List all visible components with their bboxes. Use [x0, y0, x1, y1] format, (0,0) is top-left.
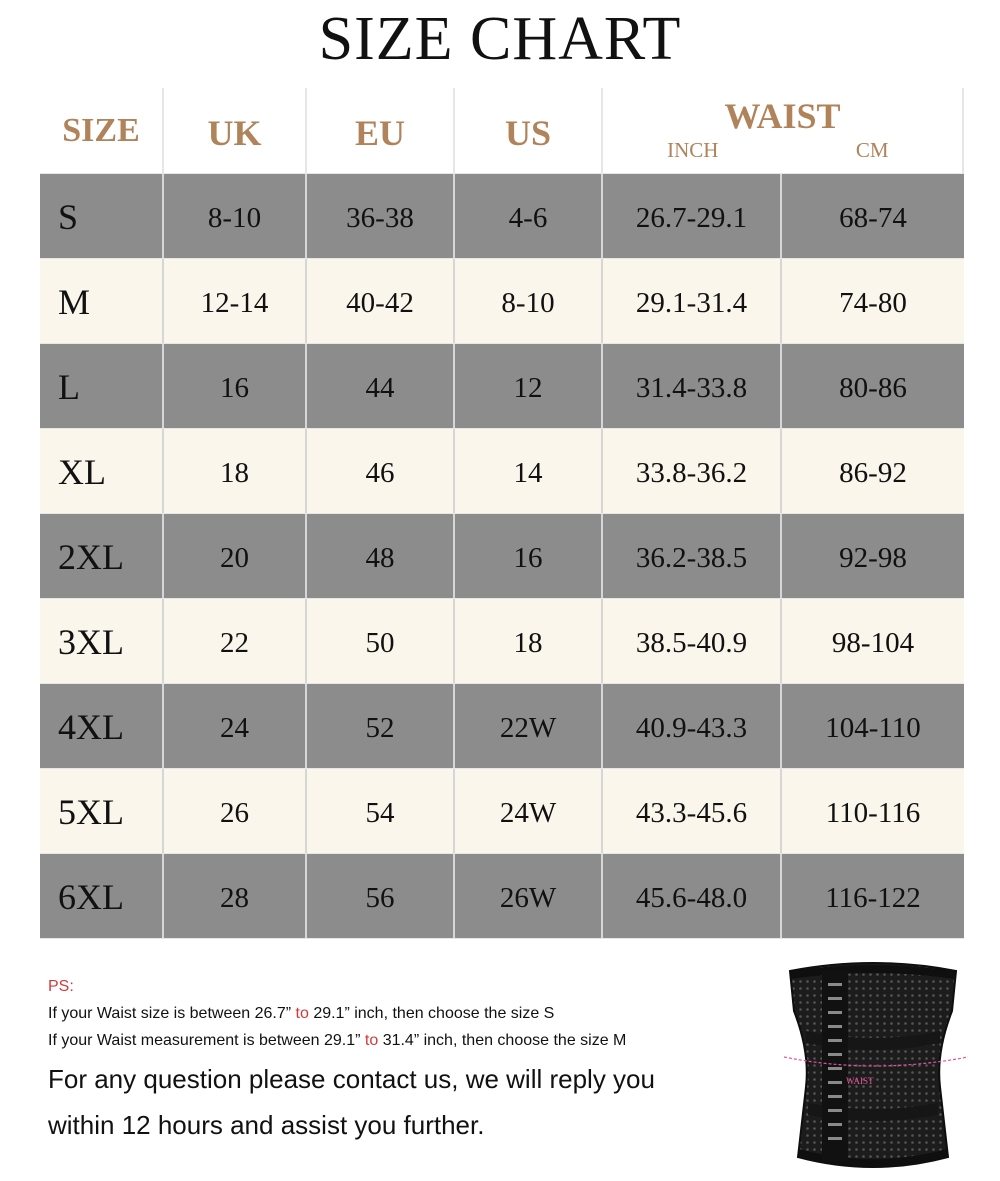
note-s-start: If your Waist size is between 26.7”: [48, 1005, 292, 1022]
header-cm: CM: [855, 138, 889, 162]
header-us: US: [455, 88, 603, 173]
cell-uk: 22: [164, 599, 307, 683]
cell-cm: 104-110: [825, 711, 921, 744]
cell-size: 5XL: [40, 769, 164, 853]
cell-us: 24W: [455, 769, 603, 853]
table-row: [40, 514, 964, 599]
note-m-start: If your Waist measurement is between 29.1”: [48, 1032, 361, 1049]
header-eu: EU: [307, 88, 455, 173]
contact-text: [48, 1056, 748, 1148]
cell-eu: 46: [307, 429, 455, 513]
cell-uk: 18: [164, 429, 307, 513]
note-size-m: [48, 1032, 748, 1050]
header-uk: UK: [164, 88, 307, 173]
cell-uk: 24: [164, 684, 307, 768]
cell-inch: 31.4-33.8: [603, 344, 782, 428]
cell-eu: 44: [307, 344, 455, 428]
table-row: [40, 344, 964, 429]
size-notes: [48, 978, 748, 1148]
table-row: [40, 599, 964, 684]
cell-cm: 80-86: [839, 371, 907, 404]
cell-inch: 43.3-45.6: [603, 769, 782, 853]
note-s-end: 29.1” inch, then choose the size S: [313, 1005, 555, 1022]
cell-us: 26W: [455, 854, 603, 938]
waist-trainer-icon: [762, 957, 984, 1175]
cell-eu: 54: [307, 769, 455, 853]
cell-inch: 29.1-31.4: [603, 259, 782, 343]
table-row: [40, 854, 964, 939]
cell-inch: 33.8-36.2: [603, 429, 782, 513]
table-row: [40, 174, 964, 259]
note-s-to: to: [295, 1005, 309, 1022]
cell-eu: 52: [307, 684, 455, 768]
cell-cm: 116-122: [825, 881, 921, 914]
header-inch: INCH: [667, 138, 719, 162]
cell-size: XL: [40, 429, 164, 513]
waist-label: WAIST: [846, 1076, 874, 1086]
cell-eu: 56: [307, 854, 455, 938]
header-waist: [603, 88, 964, 173]
cell-cm: 92-98: [839, 541, 907, 574]
cell-us: 8-10: [455, 259, 603, 343]
cell-inch: 40.9-43.3: [603, 684, 782, 768]
ps-label: PS:: [48, 978, 74, 995]
header-size: SIZE: [40, 88, 164, 173]
table-row: [40, 259, 964, 344]
cell-uk: 26: [164, 769, 307, 853]
note-m-to: to: [364, 1032, 379, 1049]
cell-size: 2XL: [40, 514, 164, 598]
cell-uk: 20: [164, 514, 307, 598]
cell-us: 14: [455, 429, 603, 513]
cell-us: 12: [455, 344, 603, 428]
table-row: [40, 769, 964, 854]
cell-inch: 38.5-40.9: [603, 599, 782, 683]
cell-cm: 74-80: [839, 286, 907, 319]
cell-size: 4XL: [40, 684, 164, 768]
waist-trainer-image: [762, 957, 984, 1175]
cell-us: 16: [455, 514, 603, 598]
cell-uk: 16: [164, 344, 307, 428]
cell-inch: 45.6-48.0: [603, 854, 782, 938]
contact-line-2: within 12 hours and assist you further.: [48, 1110, 485, 1140]
cell-cm: 98-104: [831, 626, 915, 659]
contact-line-1: For any question please contact us, we will reply you: [48, 1064, 655, 1094]
cell-eu: 40-42: [307, 259, 455, 343]
cell-eu: 36-38: [307, 174, 455, 258]
cell-size: 3XL: [40, 599, 164, 683]
table-header-row: [40, 88, 964, 174]
cell-us: 22W: [455, 684, 603, 768]
cell-eu: 50: [307, 599, 455, 683]
cell-inch: 26.7-29.1: [603, 174, 782, 258]
table-row: [40, 429, 964, 514]
note-size-s: [48, 1005, 748, 1023]
cell-size: L: [40, 344, 164, 428]
cell-inch: 36.2-38.5: [603, 514, 782, 598]
cell-uk: 28: [164, 854, 307, 938]
cell-eu: 48: [307, 514, 455, 598]
cell-us: 18: [455, 599, 603, 683]
size-table: [40, 88, 964, 939]
cell-size: M: [40, 259, 164, 343]
page-title: SIZE CHART: [318, 5, 682, 73]
cell-cm: 68-74: [839, 201, 907, 234]
cell-size: 6XL: [40, 854, 164, 938]
header-waist-units: [603, 138, 962, 163]
cell-uk: 8-10: [164, 174, 307, 258]
note-m-end: 31.4” inch, then choose the size M: [382, 1032, 627, 1049]
cell-uk: 12-14: [164, 259, 307, 343]
cell-us: 4-6: [455, 174, 603, 258]
cell-size: S: [40, 174, 164, 258]
header-waist-title: WAIST: [724, 96, 841, 136]
table-row: [40, 684, 964, 769]
cell-cm: 110-116: [825, 796, 921, 829]
cell-cm: 86-92: [839, 456, 907, 489]
